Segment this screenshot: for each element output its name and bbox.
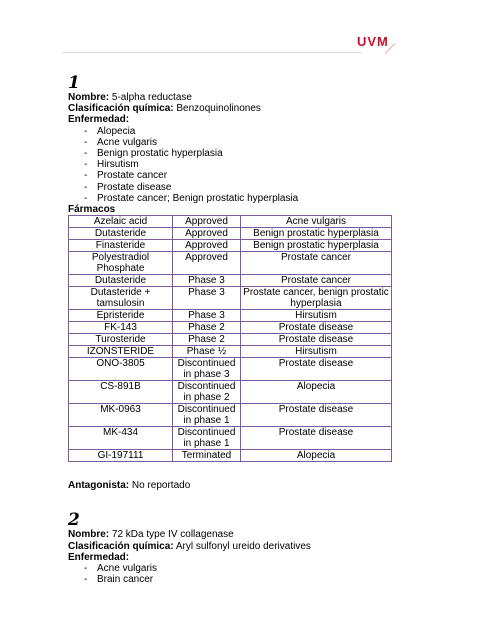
enfermedad-list	[68, 126, 408, 204]
enfermedad-item: - Alopecia	[84, 126, 408, 137]
drug-status-cell: Terminated	[173, 450, 241, 462]
table-row	[69, 228, 392, 240]
clasificacion-label: Clasificación química:	[68, 103, 174, 115]
nombre-line	[68, 92, 408, 103]
clasificacion-value: Benzoquinolinones	[176, 103, 261, 115]
drug-status-cell: Discontinued in phase 2	[173, 381, 241, 404]
drug-status-cell: Phase 3	[173, 287, 241, 310]
clasificacion-line	[68, 103, 408, 114]
drug-name-cell: Polyestradiol Phosphate	[69, 252, 173, 275]
nombre-value: 5-alpha reductase	[111, 92, 192, 103]
table-row	[69, 240, 392, 252]
drug-status-cell: Approved	[173, 252, 241, 275]
drug-indication-cell: Prostate cancer, benign prostatic hyperplasia	[241, 287, 392, 310]
drug-status-cell: Discontinued in phase 1	[173, 404, 241, 427]
enfermedad-item: - Acne vulgaris	[84, 563, 408, 574]
enfermedad-label: Enfermedad:	[68, 114, 130, 126]
table-row	[69, 310, 392, 322]
drug-name-cell: MK-434	[69, 427, 173, 450]
drug-status-cell: Phase 2	[173, 334, 241, 346]
table-row	[69, 450, 392, 462]
drug-indication-cell: Prostate disease	[241, 358, 392, 381]
drug-name-cell: ONO-3805	[69, 358, 173, 381]
drug-name-cell: FK-143	[69, 322, 173, 334]
nombre-label: Nombre:	[68, 529, 110, 541]
drug-indication-cell: Prostate disease	[241, 334, 392, 346]
drug-indication-cell: Prostate disease	[241, 322, 392, 334]
table-row	[69, 252, 392, 275]
table-row	[69, 358, 392, 381]
drug-status-cell: Approved	[173, 216, 241, 228]
table-row	[69, 404, 392, 427]
drug-status-cell: Approved	[173, 240, 241, 252]
drug-status-cell: Phase 3	[173, 310, 241, 322]
drug-status-cell: Phase 3	[173, 275, 241, 287]
enfermedad-item: - Prostate cancer	[84, 170, 408, 181]
entry-1	[68, 74, 408, 491]
drug-name-cell: Finasteride	[69, 240, 173, 252]
uvm-logo: UVM	[357, 34, 389, 49]
enfermedad-item: - Benign prostatic hyperplasia	[84, 148, 408, 159]
drug-name-cell: Dutasteride + tamsulosin	[69, 287, 173, 310]
antagonista-line	[68, 480, 408, 491]
drug-name-cell: MK-0963	[69, 404, 173, 427]
table-row	[69, 216, 392, 228]
entry-2	[68, 511, 408, 585]
table-row	[69, 322, 392, 334]
table-row	[69, 427, 392, 450]
drug-name-cell: Dutasteride	[69, 275, 173, 287]
drug-indication-cell: Acne vulgaris	[241, 216, 392, 228]
table-row	[69, 287, 392, 310]
table-row	[69, 381, 392, 404]
drug-status-cell: Approved	[173, 228, 241, 240]
drug-indication-cell: Alopecia	[241, 450, 392, 462]
drug-name-cell: Dutasteride	[69, 228, 173, 240]
drug-status-cell: Discontinued in phase 1	[173, 427, 241, 450]
drug-name-cell: GI-197111	[69, 450, 173, 462]
drug-indication-cell: Prostate disease	[241, 404, 392, 427]
antagonista-value: No reportado	[131, 480, 191, 492]
table-row	[69, 346, 392, 358]
drug-indication-cell: Benign prostatic hyperplasia	[241, 228, 392, 240]
farmacos-table	[68, 215, 392, 462]
drug-name-cell: IZONSTERIDE	[69, 346, 173, 358]
drug-indication-cell: Hirsutism	[241, 310, 392, 322]
drug-status-cell: Phase ½	[173, 346, 241, 358]
farmacos-label: Fármacos	[68, 204, 116, 216]
drug-name-cell: Turosteride	[69, 334, 173, 346]
header-divider	[62, 52, 362, 53]
nombre-line	[68, 529, 408, 540]
drug-indication-cell: Alopecia	[241, 381, 392, 404]
drug-indication-cell: Prostate disease	[241, 427, 392, 450]
enfermedad-item: - Hirsutism	[84, 159, 408, 170]
nombre-label: Nombre:	[68, 92, 110, 103]
drug-indication-cell: Prostate cancer	[241, 275, 392, 287]
enfermedad-item: - Brain cancer	[84, 574, 408, 585]
drug-indication-cell: Hirsutism	[241, 346, 392, 358]
nombre-value: 72 kDa type IV collagenase	[111, 529, 234, 541]
table-row	[69, 275, 392, 287]
drug-name-cell: Epristeride	[69, 310, 173, 322]
drug-status-cell: Phase 2	[173, 322, 241, 334]
drug-indication-cell: Benign prostatic hyperplasia	[241, 240, 392, 252]
table-row	[69, 334, 392, 346]
clasificacion-value: Aryl sulfonyl ureido derivatives	[175, 540, 311, 552]
enfermedad-label: Enfermedad:	[68, 551, 130, 563]
drug-status-cell: Discontinued in phase 3	[173, 358, 241, 381]
enfermedad-item: - Prostate disease	[84, 182, 408, 193]
enfermedad-item: - Prostate cancer; Benign prostatic hyperplasia	[84, 193, 408, 204]
clasificacion-line	[68, 541, 408, 552]
clasificacion-label: Clasificación química:	[68, 540, 174, 552]
entry-number: 1	[68, 73, 80, 93]
entry-number: 2	[68, 510, 80, 531]
antagonista-label: Antagonista:	[68, 480, 130, 492]
enfermedad-item: - Acne vulgaris	[84, 137, 408, 148]
document-body	[68, 74, 408, 585]
drug-name-cell: Azelaic acid	[69, 216, 173, 228]
drug-indication-cell: Prostate cancer	[241, 252, 392, 275]
enfermedad-list	[68, 563, 408, 585]
drug-name-cell: CS-891B	[69, 381, 173, 404]
